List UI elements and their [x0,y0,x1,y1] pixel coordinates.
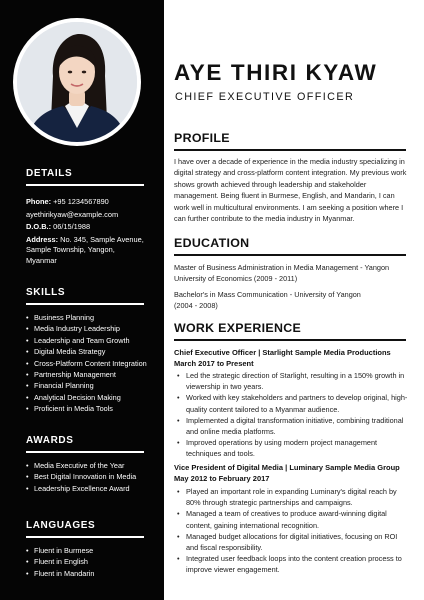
address-line-1 [26,235,144,246]
languages-section [26,520,144,579]
work-heading: WORK EXPERIENCE [174,321,302,335]
award-item: • Media Executive of the Year [26,460,144,471]
skill-item: • Leadership and Team Growth [26,335,144,346]
job-dates: May 2012 to February 2017 [174,473,270,483]
awards-list [26,460,144,494]
skill-item: • Media Industry Leadership [26,323,144,334]
skills-divider [26,303,144,305]
candidate-title: CHIEF EXECUTIVE OFFICER [175,91,355,103]
job-bullet: • Improved operations by using modern project management techniques and tools. [174,437,410,459]
education-entry-line: Bachelor's in Mass Communication - University of Yangon [174,290,361,299]
job-bullet: • Implemented a digital transformation initiative, combining traditional and online media platforms. [174,415,410,437]
skill-item: • Partnership Management [26,369,144,380]
address-label: Address: [26,234,59,244]
phone-value: +95 1234567890 [51,197,109,206]
skill-item: • Proficient in Media Tools [26,403,144,414]
education-entry-line: University of Economics (2009 - 2011) [174,274,298,284]
education-entry [174,262,412,285]
profile-heading: PROFILE [174,131,230,145]
address-value-1: No. 345, Sample Avenue, [58,234,144,244]
awards-divider [26,451,144,453]
profile-divider [174,149,406,151]
skill-item: • Financial Planning [26,380,144,391]
details-heading: DETAILS [26,168,73,179]
phone-line [26,197,144,208]
skills-section [26,287,147,415]
job-bullet: • Managed a team of creatives to produce award-winning digital content, gaining international recognition. [174,508,410,530]
skill-item: • Digital Media Strategy [26,346,144,357]
job-bullet: • Worked with key stakeholders and partners to develop original, high-quality content tailored to a Myanmar audience. [174,392,410,414]
job-title-line: Chief Executive Officer | Starlight Sample Media Productions [174,348,391,357]
sidebar [0,0,164,600]
address-line-3: Myanmar [26,255,57,265]
details-section [26,168,144,266]
details-divider [26,184,144,186]
languages-heading: LANGUAGES [26,520,96,531]
work-divider [174,339,406,341]
job-bullet: • Played an important role in expanding Luminary's digital reach by 80% through strategic partnerships and campaigns. [174,486,410,508]
education-divider [174,254,406,256]
skills-heading: SKILLS [26,287,66,298]
skill-item: • Cross-Platform Content Integration [26,358,144,369]
skills-list [26,312,147,415]
skill-item: • Analytical Decision Making [26,392,144,403]
languages-list [26,545,144,579]
portrait-illustration [17,22,137,142]
skill-item: • Business Planning [26,312,144,323]
language-item: • Fluent in English [26,556,144,567]
education-entry [174,289,412,312]
education-entry-line: Master of Business Administration in Media Management - Yangon [174,263,390,272]
job-bullets [174,486,410,576]
dob-label: D.O.B.: [26,222,52,231]
language-item: • Fluent in Mandarin [26,568,144,579]
languages-divider [26,536,144,538]
profile-photo-frame [13,18,141,146]
profile-text: I have over a decade of experience in the media industry specializing in digital strategy and cross-platform content integration. My previous work shows growth achieved through leadership and stakeholder management. Being fluent in Burmese, English, and Mandarin, I can work well in multicultural environments. I am seeking a position where I can further contribute to the media industry in Myanmar. [174,157,407,224]
profile-photo [17,22,137,142]
job-bullet: • Integrated user feedback loops into the content creation process to improve viewer engagement. [174,553,410,575]
main-content [164,0,424,600]
dob-line [26,222,144,233]
email-line [26,210,144,221]
dob-value: 06/15/1988 [51,222,91,231]
award-item: • Leadership Excellence Award [26,483,144,494]
job-title-line: Vice President of Digital Media | Luminary Sample Media Group [174,463,400,472]
language-item: • Fluent in Burmese [26,545,144,556]
address-line-2: Sample Township, Yangon, [26,245,115,254]
job-bullets [174,370,410,460]
award-item: • Best Digital Innovation in Media [26,471,144,482]
job-header [174,348,414,369]
phone-label: Phone: [26,197,52,206]
education-heading: EDUCATION [174,236,250,250]
job-dates: March 2017 to Present [174,358,254,368]
candidate-name: AYE THIRI KYAW [174,60,378,85]
job-bullet: • Led the strategic direction of Starlight, resulting in a 150% growth in viewership in two years. [174,370,410,392]
education-entry-line: (2004 - 2008) [174,301,218,311]
awards-section [26,435,144,494]
email-value[interactable]: ayethirikyaw@example.com [26,209,119,219]
job-bullet: • Managed budget allocations for digital initiatives, focusing on ROI and fiscal responsibility. [174,531,410,553]
job-header [174,463,414,484]
awards-heading: AWARDS [26,435,74,446]
